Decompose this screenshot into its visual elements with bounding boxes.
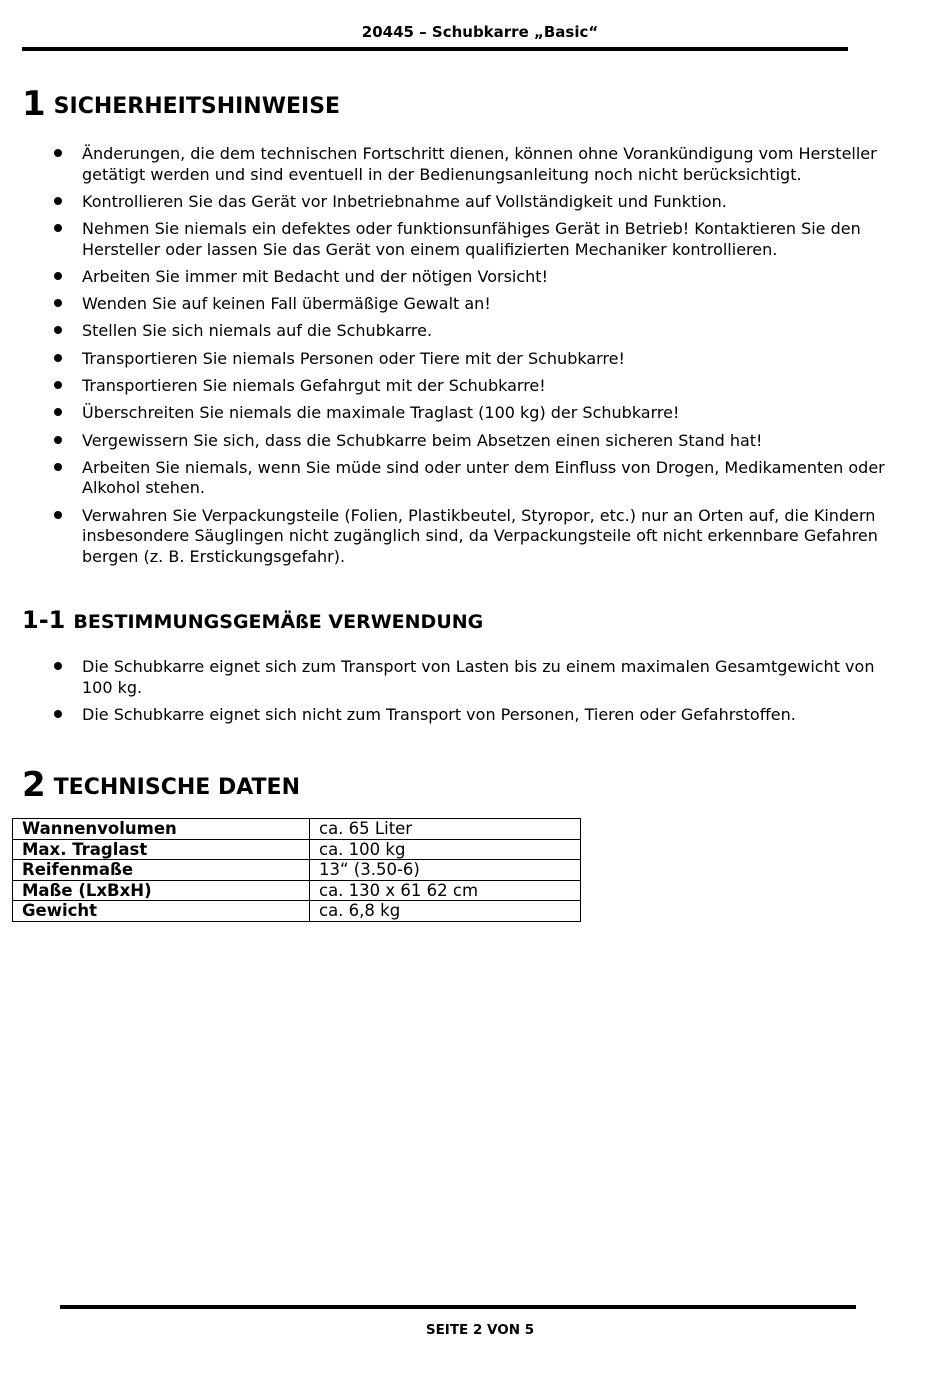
document-title: 20445 – Schubkarre „Basic“ xyxy=(361,23,599,41)
list-item: Die Schubkarre eignet sich nicht zum Transport von Personen, Tieren oder Gefahrstoffen. xyxy=(82,705,897,726)
section-title: BESTIMMUNGSGEMÄßE VERWENDUNG xyxy=(73,611,484,633)
section-title: SICHERHEITSHINWEISE xyxy=(53,94,341,119)
header-divider xyxy=(22,47,848,51)
technical-data-table xyxy=(12,818,581,922)
list-item: Stellen Sie sich niemals auf die Schubkarre. xyxy=(82,321,897,342)
table-row xyxy=(13,901,581,922)
section-title: TECHNISCHE DATEN xyxy=(53,775,300,800)
spec-value: 13“ (3.50-6) xyxy=(310,860,581,881)
spec-value: ca. 65 Liter xyxy=(310,819,581,840)
table-row xyxy=(13,860,581,881)
spec-key: Wannenvolumen xyxy=(13,819,310,840)
intended-use-list xyxy=(82,657,897,732)
list-item: Kontrollieren Sie das Gerät vor Inbetriebnahme auf Vollständigkeit und Funktion. xyxy=(82,192,897,213)
section-heading-safety xyxy=(22,84,340,124)
section-number: 2 xyxy=(22,765,46,805)
section-heading-technical-data xyxy=(22,765,300,805)
list-item: Änderungen, die dem technischen Fortschritt dienen, können ohne Vorankündigung vom Hersteller getätigt werden und sind eventuell in der Bedienungsanleitung noch nicht berücksichtigt. xyxy=(82,144,897,185)
list-item: Vergewissern Sie sich, dass die Schubkarre beim Absetzen einen sicheren Stand hat! xyxy=(82,431,897,452)
footer-divider xyxy=(60,1305,856,1309)
safety-list xyxy=(82,144,897,574)
section-number: 1 xyxy=(22,84,46,124)
list-item: Nehmen Sie niemals ein defektes oder funktionsunfähiges Gerät in Betrieb! Kontaktieren Sie den Hersteller oder lassen Sie das Gerät von einem qualifizierten Mechaniker kontrollieren. xyxy=(82,219,897,260)
spec-value: ca. 130 x 61 62 cm xyxy=(310,880,581,901)
page-number: SEITE 2 VON 5 xyxy=(425,1322,535,1338)
list-item: Transportieren Sie niemals Personen oder Tiere mit der Schubkarre! xyxy=(82,349,897,370)
table-row xyxy=(13,839,581,860)
spec-value: ca. 100 kg xyxy=(310,839,581,860)
table-row xyxy=(13,880,581,901)
list-item: Die Schubkarre eignet sich zum Transport von Lasten bis zu einem maximalen Gesamtgewicht von 100 kg. xyxy=(82,657,897,698)
list-item: Verwahren Sie Verpackungsteile (Folien, Plastikbeutel, Styropor, etc.) nur an Orten auf, die Kindern insbesondere Säuglingen nicht zugänglich sind, da Verpackungsteile oft nicht erkennbare Gefahren bergen (z. B. Erstickungsgefahr). xyxy=(82,506,897,568)
spec-key: Max. Traglast xyxy=(13,839,310,860)
spec-key: Reifenmaße xyxy=(13,860,310,881)
list-item: Arbeiten Sie immer mit Bedacht und der nötigen Vorsicht! xyxy=(82,267,897,288)
spec-key: Gewicht xyxy=(13,901,310,922)
spec-value: ca. 6,8 kg xyxy=(310,901,581,922)
section-heading-intended-use xyxy=(22,606,483,634)
list-item: Überschreiten Sie niemals die maximale Traglast (100 kg) der Schubkarre! xyxy=(82,403,897,424)
list-item: Transportieren Sie niemals Gefahrgut mit der Schubkarre! xyxy=(82,376,897,397)
table-row xyxy=(13,819,581,840)
section-number: 1-1 xyxy=(22,606,66,634)
spec-key: Maße (LxBxH) xyxy=(13,880,310,901)
list-item: Wenden Sie auf keinen Fall übermäßige Gewalt an! xyxy=(82,294,897,315)
list-item: Arbeiten Sie niemals, wenn Sie müde sind oder unter dem Einfluss von Drogen, Medikamenten oder Alkohol stehen. xyxy=(82,458,897,499)
